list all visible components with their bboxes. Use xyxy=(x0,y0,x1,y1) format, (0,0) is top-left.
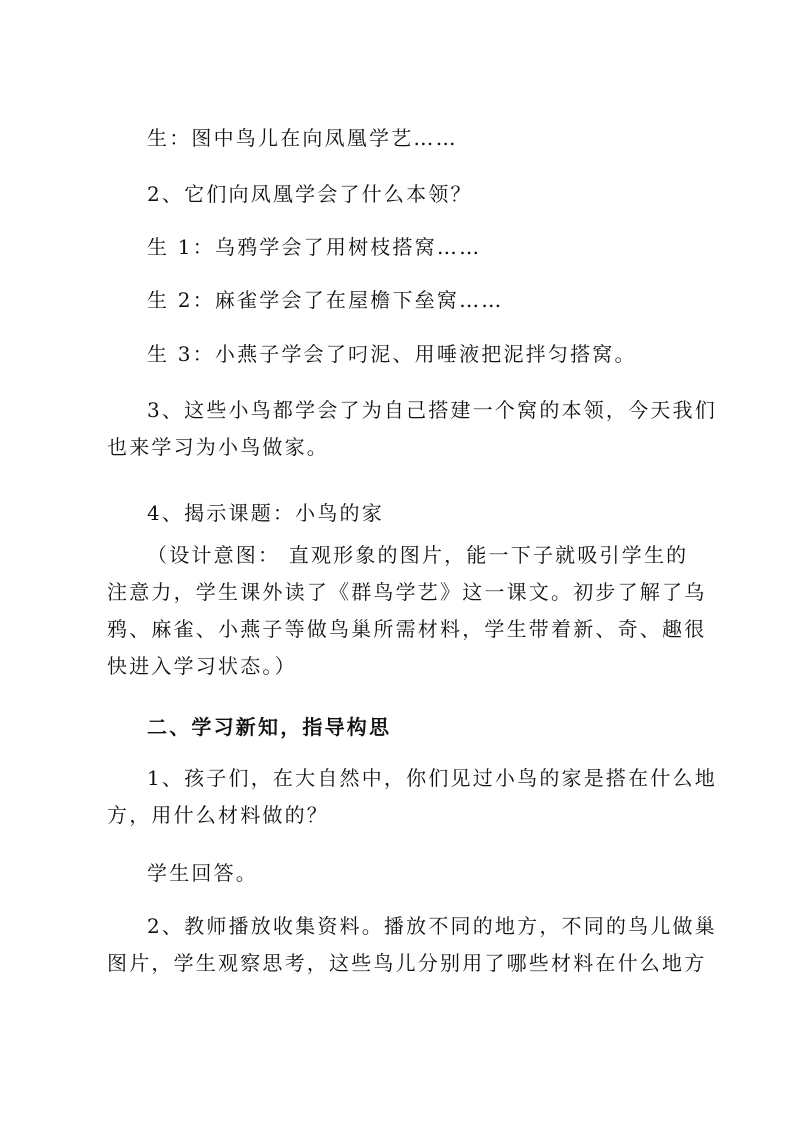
text-line: 生 2：麻雀学会了在屋檐下垒窝…… xyxy=(147,288,504,312)
text-line: （设计意图： 直观形象的图片，能一下子就吸引学生的 xyxy=(147,543,689,567)
paragraph xyxy=(107,760,717,834)
text-line: 4、揭示课题：小鸟的家 xyxy=(147,501,384,525)
text-line: 1、孩子们，在大自然中，你们见过小鸟的家是搭在什么地 xyxy=(147,766,717,790)
text-line: 2、它们向凤凰学会了什么本领？ xyxy=(147,182,473,206)
text-line: 生：图中鸟儿在向凤凰学艺…… xyxy=(147,126,458,150)
text-line: 3、这些小鸟都学会了为自己搭建一个窝的本领，今天我们 xyxy=(147,398,717,422)
text-line: 生 3：小燕子学会了叼泥、用唾液把泥拌匀搭窝。 xyxy=(147,342,637,366)
paragraph xyxy=(107,908,717,982)
text-line: 生 1：乌鸦学会了用树枝搭窝…… xyxy=(147,235,482,259)
text-line: 鸦、麻雀、小燕子等做鸟巢所需材料，学生带着新、奇、趣很 xyxy=(107,617,707,641)
text-line: 学生回答。 xyxy=(147,861,258,885)
text-line: 方，用什么材料做的？ xyxy=(107,803,329,827)
design-intent-paragraph xyxy=(107,537,707,685)
section-heading: 二、学习新知，指导构思 xyxy=(147,715,392,739)
text-line: 图片，学生观察思考，这些鸟儿分别用了哪些材料在什么地方 xyxy=(107,951,707,975)
text-line: 2、教师播放收集资料。播放不同的地方，不同的鸟儿做巢 xyxy=(147,914,717,938)
text-line: 也来学习为小鸟做家。 xyxy=(107,435,329,459)
text-line: 快进入学习状态。） xyxy=(107,654,297,678)
text-line: 注意力，学生课外读了《群鸟学艺》这一课文。初步了解了乌 xyxy=(107,580,707,604)
paragraph xyxy=(107,392,717,466)
